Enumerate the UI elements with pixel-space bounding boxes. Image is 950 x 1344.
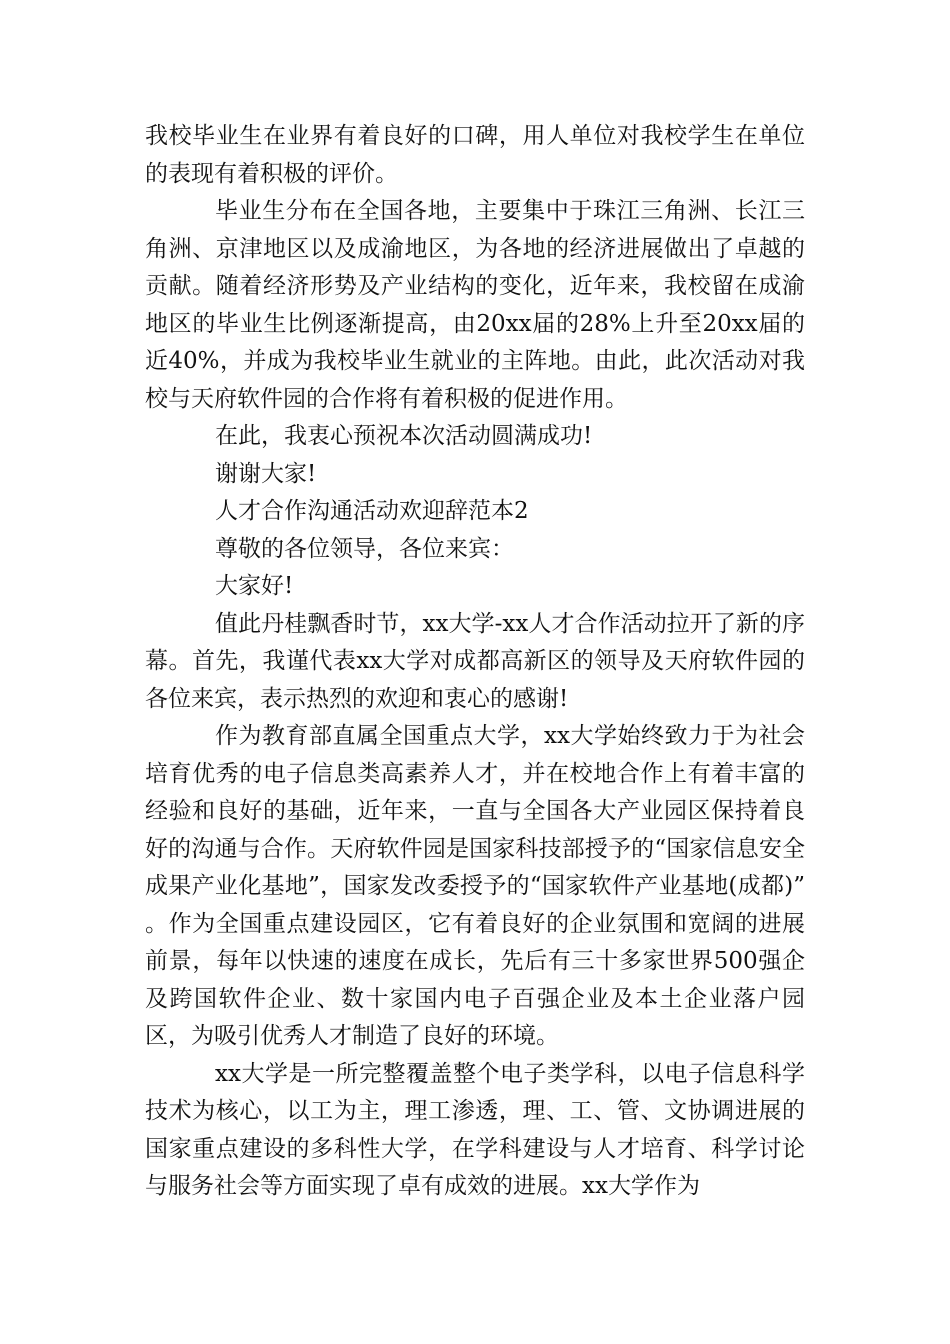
paragraph-4: 谢谢大家! xyxy=(215,460,317,487)
paragraph-9: 作为教育部直属全国重点大学，xx大学始终致力于为社会培育优秀的电子信息类高素养人才，并在校地合作上有着丰富的经验和良好的基础，近年来，一直与全国各大产业园区保持着良好的沟通与合作。天府软件园是国家科技部授予的“国家信息安全成果产业化基地”，国家发改委授予的“国家软件产业基地(成都)” 。作为全国重点建设园区，它有着良好的企业氛围和宽阔的进展前景，每年以快速的速度在成长，先后有三十多家世界500强企及跨国软件企业、数十家国内电子百强企业及本土企业落户园区，为吸引优秀人才制造了良好的环境。 xyxy=(145,723,805,1049)
paragraph-3: 在此，我衷心预祝本次活动圆满成功! xyxy=(215,423,593,449)
section-title: 人才合作沟通活动欢迎辞范本2 xyxy=(215,498,529,524)
paragraph-8: 值此丹桂飘香时节，xx大学-xx人才合作活动拉开了新的序幕。首先，我谨代表xx大学对成都高新区的领导及天府软件园的各位来宾，表示热烈的欢迎和衷心的感谢! xyxy=(145,610,805,712)
salutation: 尊敬的各位领导，各位来宾： xyxy=(215,535,514,562)
document-body xyxy=(145,118,805,1206)
paragraph-10: xx大学是一所完整覆盖整个电子类学科，以电子信息科学技术为核心，以工为主，理工渗透，理、工、管、文协调进展的国家重点建设的多科性大学，在学科建设与人才培育、科学讨论与服务社会等方面实现了卓有成效的进展。xx大学作为 xyxy=(145,1060,805,1199)
paragraph-1: 我校毕业生在业界有着良好的口碑，用人单位对我校学生在单位的表现有着积极的评价。 xyxy=(145,123,805,187)
paragraph-2: 毕业生分布在全国各地，主要集中于珠江三角洲、长江三角洲、京津地区以及成渝地区，为各地的经济进展做出了卓越的贡献。随着经济形势及产业结构的变化，近年来，我校留在成渝地区的毕业生比例逐渐提高，由20xx届的28%上升至20xx届的近40%，并成为我校毕业生就业的主阵地。由此，此次活动对我校与天府软件园的合作将有着积极的促进作用。 xyxy=(145,198,805,412)
greeting: 大家好! xyxy=(215,573,294,599)
